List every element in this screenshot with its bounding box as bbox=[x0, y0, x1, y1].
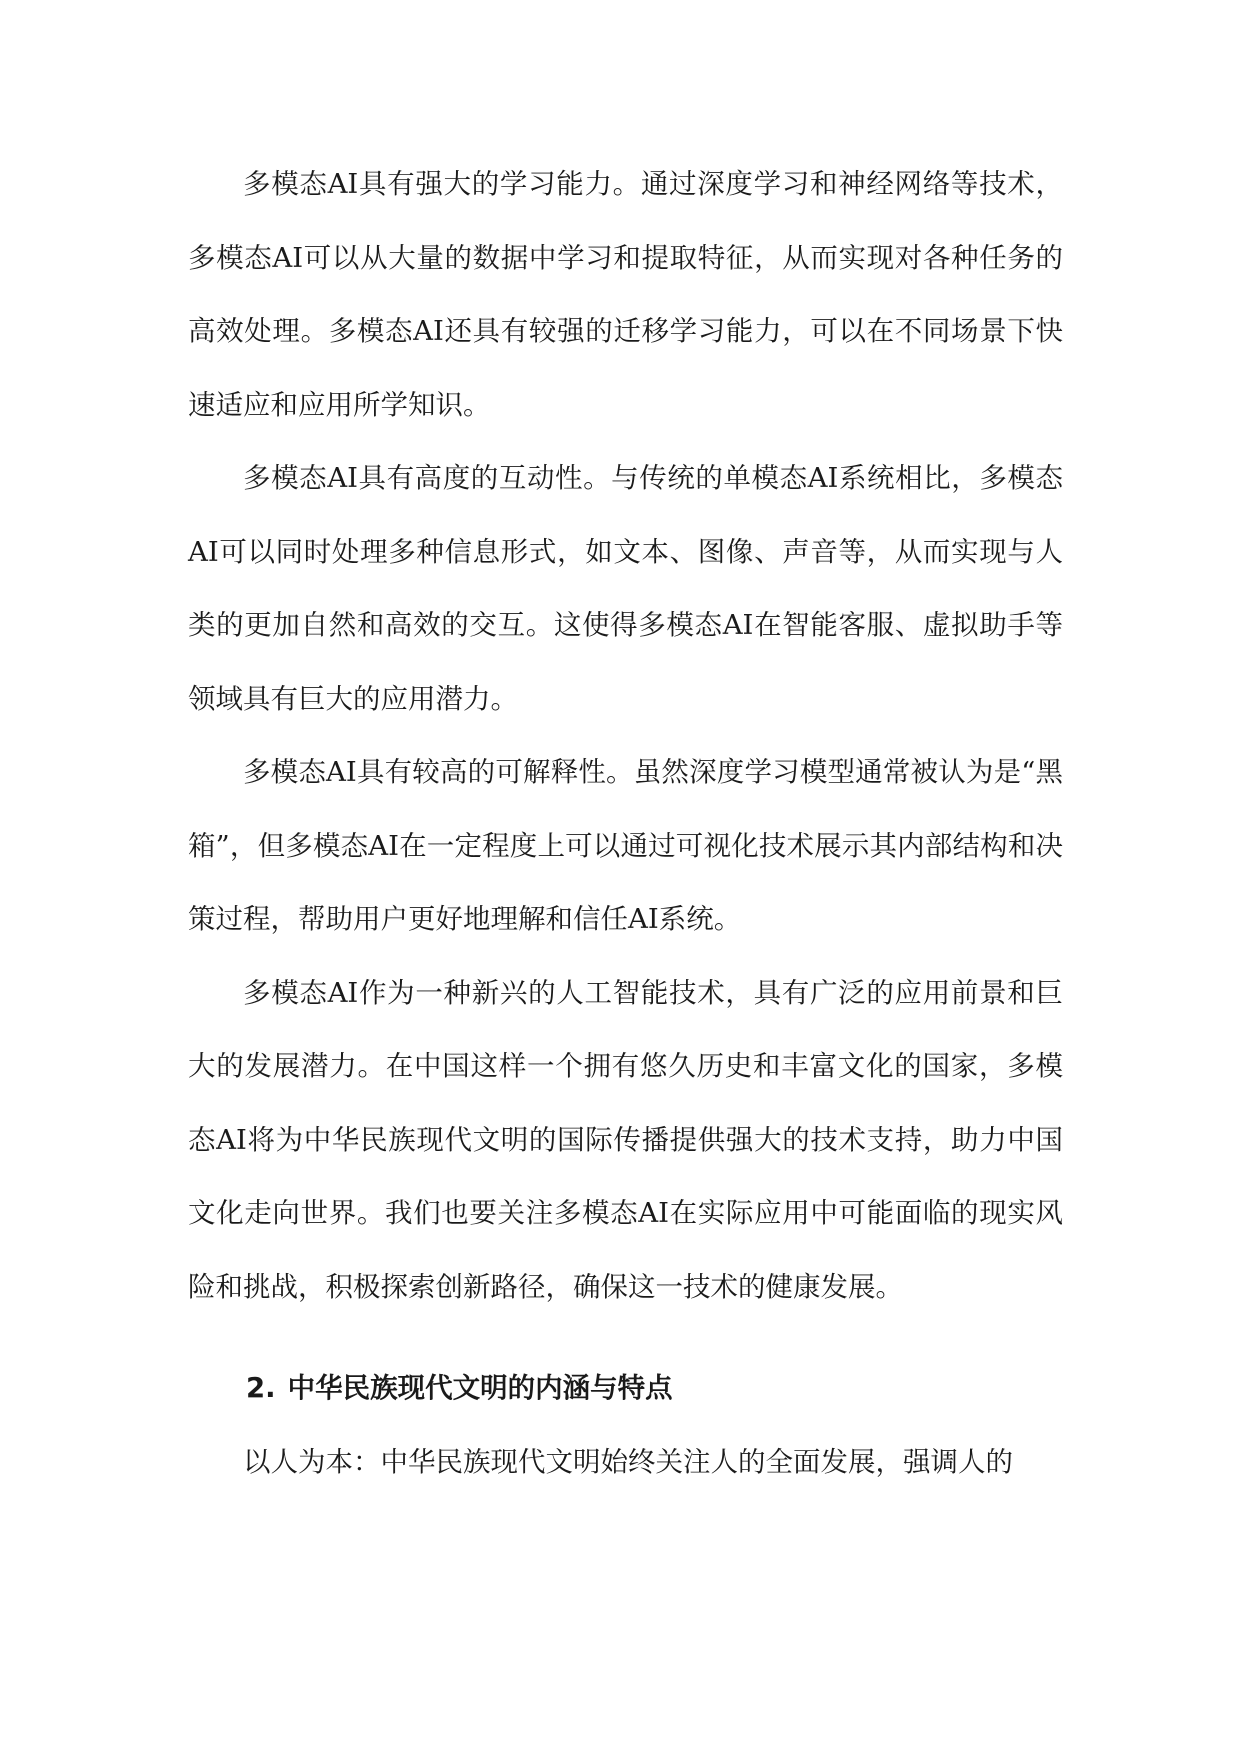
section-heading bbox=[188, 1352, 1063, 1426]
body-paragraph: 多模态AI作为一种新兴的人工智能技术，具有广泛的应用前景和巨大的发展潜力。在中国这样一个拥有悠久历史和丰富文化的国家，多模态AI将为中华民族现代文明的国际传播提供强大的技术支持，助力中国文化走向世界。我们也要关注多模态AI在实际应用中可能面临的现实风险和挑战，积极探索创新路径，确保这一技术的健康发展。 bbox=[188, 976, 1063, 1303]
body-paragraph: 多模态AI具有高度的互动性。与传统的单模态AI系统相比，多模态AI可以同时处理多种信息形式，如文本、图像、声音等，从而实现与人类的更加自然和高效的交互。这使得多模态AI在智能客服、虚拟助手等领域具有巨大的应用潜力。 bbox=[188, 462, 1063, 715]
section-number: 2. bbox=[246, 1372, 276, 1404]
body-paragraph: 多模态AI具有强大的学习能力。通过深度学习和神经网络等技术，多模态AI可以从大量的数据中学习和提取特征，从而实现对各种任务的高效处理。多模态AI还具有较强的迁移学习能力，可以在不同场景下快速适应和应用所学知识。 bbox=[188, 168, 1063, 421]
section-title: 中华民族现代文明的内涵与特点 bbox=[287, 1372, 673, 1404]
body-paragraph: 以人为本：中华民族现代文明始终关注人的全面发展，强调人的 bbox=[243, 1445, 1013, 1478]
document-body bbox=[188, 148, 1063, 1499]
body-paragraph: 多模态AI具有较高的可解释性。虽然深度学习模型通常被认为是“黑箱”，但多模态AI在一定程度上可以通过可视化技术展示其内部结构和决策过程，帮助用户更好地理解和信任AI系统。 bbox=[188, 756, 1063, 935]
